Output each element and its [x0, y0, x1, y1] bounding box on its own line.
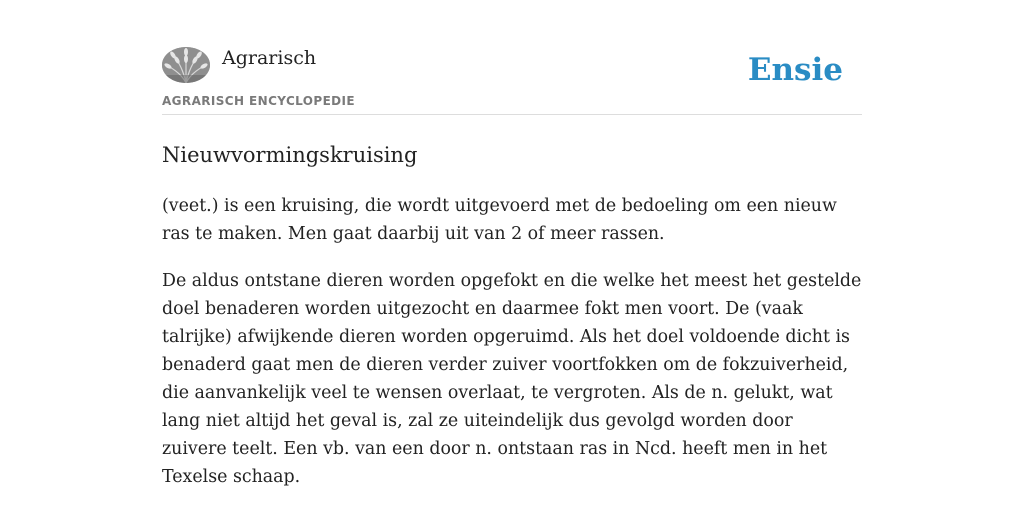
article-paragraph: (veet.) is een kruising, die wordt uitgevoerd met de bedoeling om een nieuw ras te maken. Men gaat daarbij uit van 2 of meer rassen. — [162, 196, 837, 244]
article-paragraph: De aldus ontstane dieren worden opgefokt en die welke het meest het gestelde doel benaderen worden uitgezocht en daarmee fokt men voort. De (vaak talrijke) afwijkende dieren worden opgeruimd. Als het doel voldoende dicht is benaderd gaat men de dieren verder zuiver voortfokken om de fokzuiverheid, die aanvankelijk veel te wensen overlaat, te vergroten. Als de n. gelukt, wat lang niet altijd het geval is, zal ze uiteindelijk dus gevolgd worden door zuivere teelt. Een vb. van een door n. ontstaan ras in Ncd. heeft men in het Texelse schaap. — [162, 271, 862, 487]
source-subtitle: AGRARISCH ENCYCLOPEDIE — [162, 94, 355, 108]
page — [162, 0, 862, 487]
wheat-icon — [162, 47, 210, 83]
brand-logo[interactable]: Ensie — [747, 52, 843, 88]
article-title: Nieuwvormingskruising — [162, 143, 418, 167]
source-avatar[interactable] — [162, 47, 210, 83]
source-name[interactable]: Agrarisch — [222, 47, 317, 69]
header — [162, 0, 862, 115]
